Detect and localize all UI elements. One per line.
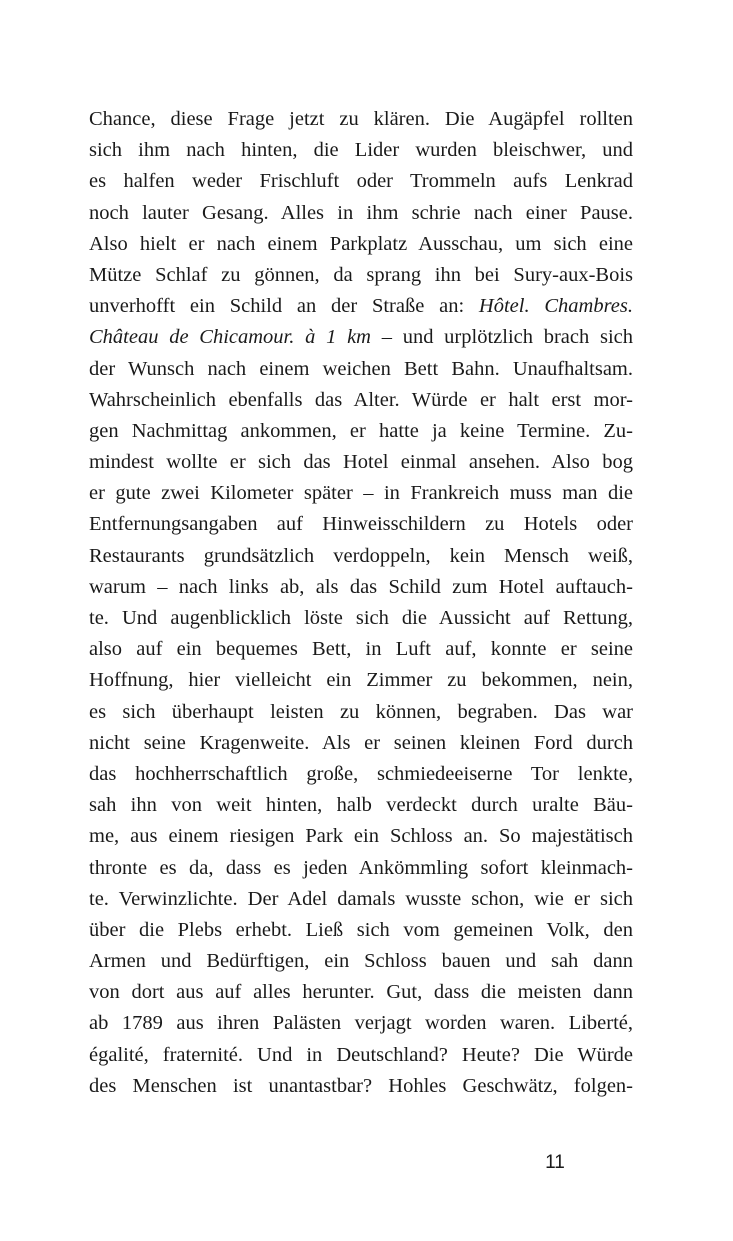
- italic-sign-text: Château de Chicamour. à 1 km: [89, 326, 371, 349]
- text-line: Restaurants grundsätzlich verdoppeln, kein Mensch weiß,: [89, 544, 633, 567]
- text-line: es sich überhaupt leisten zu können, begraben. Das war: [89, 700, 633, 723]
- page-number: 11: [545, 1152, 565, 1173]
- body-text: [89, 104, 633, 1102]
- text-line: nicht seine Kragenweite. Als er seinen kleinen Ford durch: [89, 731, 633, 754]
- text-line: Mütze Schlaf zu gönnen, da sprang ihn bei Sury-aux-Bois: [89, 263, 633, 286]
- text-line: [89, 291, 633, 322]
- text-line: thronte es da, dass es jeden Ankömmling sofort kleinmach-: [89, 856, 633, 879]
- text-line: des Menschen ist unantastbar? Hohles Geschwätz, folgen-: [89, 1074, 633, 1097]
- text-line: der Wunsch nach einem weichen Bett Bahn. Unaufhaltsam.: [89, 357, 633, 380]
- text-line: er gute zwei Kilometer später – in Frankreich muss man die: [89, 482, 633, 505]
- text-line: Chance, diese Frage jetzt zu klären. Die Augäpfel rollten: [89, 108, 633, 130]
- text-line: es halfen weder Frischluft oder Trommeln aufs Lenkrad: [89, 170, 633, 193]
- text-line: warum – nach links ab, als das Schild zum Hotel auftauch-: [89, 575, 633, 598]
- text-line: also auf ein bequemes Bett, in Luft auf, konnte er seine: [89, 638, 633, 661]
- text-line: von dort aus auf alles herunter. Gut, dass die meisten dann: [89, 981, 633, 1004]
- text-line: ab 1789 aus ihren Palästen verjagt worden waren. Liberté,: [89, 1012, 633, 1035]
- text-line: sich ihm nach hinten, die Lider wurden bleischwer, und: [89, 139, 633, 162]
- text-line: Also hielt er nach einem Parkplatz Ausschau, um sich eine: [89, 232, 633, 255]
- text-line: das hochherrschaftlich große, schmiedeeiserne Tor lenkte,: [89, 762, 633, 785]
- text-line: sah ihn von weit hinten, halb verdeckt durch uralte Bäu-: [89, 794, 633, 817]
- text-line: mindest wollte er sich das Hotel einmal ansehen. Also bog: [89, 451, 633, 474]
- text-line: égalité, fraternité. Und in Deutschland? Heute? Die Würde: [89, 1043, 633, 1066]
- text-line: te. Und augenblicklich löste sich die Aussicht auf Rettung,: [89, 607, 633, 629]
- text-line: me, aus einem riesigen Park ein Schloss an. So majestätisch: [89, 825, 633, 848]
- italic-sign-text: Hôtel. Chambres.: [478, 295, 633, 318]
- text-line: Entfernungsangaben auf Hinweisschildern zu Hotels oder: [89, 513, 633, 536]
- text-line: [89, 322, 633, 353]
- text-line: noch lauter Gesang. Alles in ihm schrie nach einer Pause.: [89, 201, 633, 224]
- text-line: te. Verwinzlichte. Der Adel damals wusste schon, wie er sich: [89, 887, 633, 910]
- text-segment: unverhofft ein Schild an der Straße an:: [89, 295, 465, 318]
- text-line: Hoffnung, hier vielleicht ein Zimmer zu bekommen, nein,: [89, 669, 633, 692]
- text-segment: und urplötzlich brach sich: [402, 326, 633, 349]
- text-segment: –: [381, 326, 392, 349]
- text-line: gen Nachmittag ankommen, er hatte ja keine Termine. Zu-: [89, 419, 633, 442]
- text-line: über die Plebs erhebt. Ließ sich vom gemeinen Volk, den: [89, 918, 633, 941]
- text-line: Wahrscheinlich ebenfalls das Alter. Würde er halt erst mor-: [89, 388, 633, 411]
- text-line: Armen und Bedürftigen, ein Schloss bauen und sah dann: [89, 950, 633, 973]
